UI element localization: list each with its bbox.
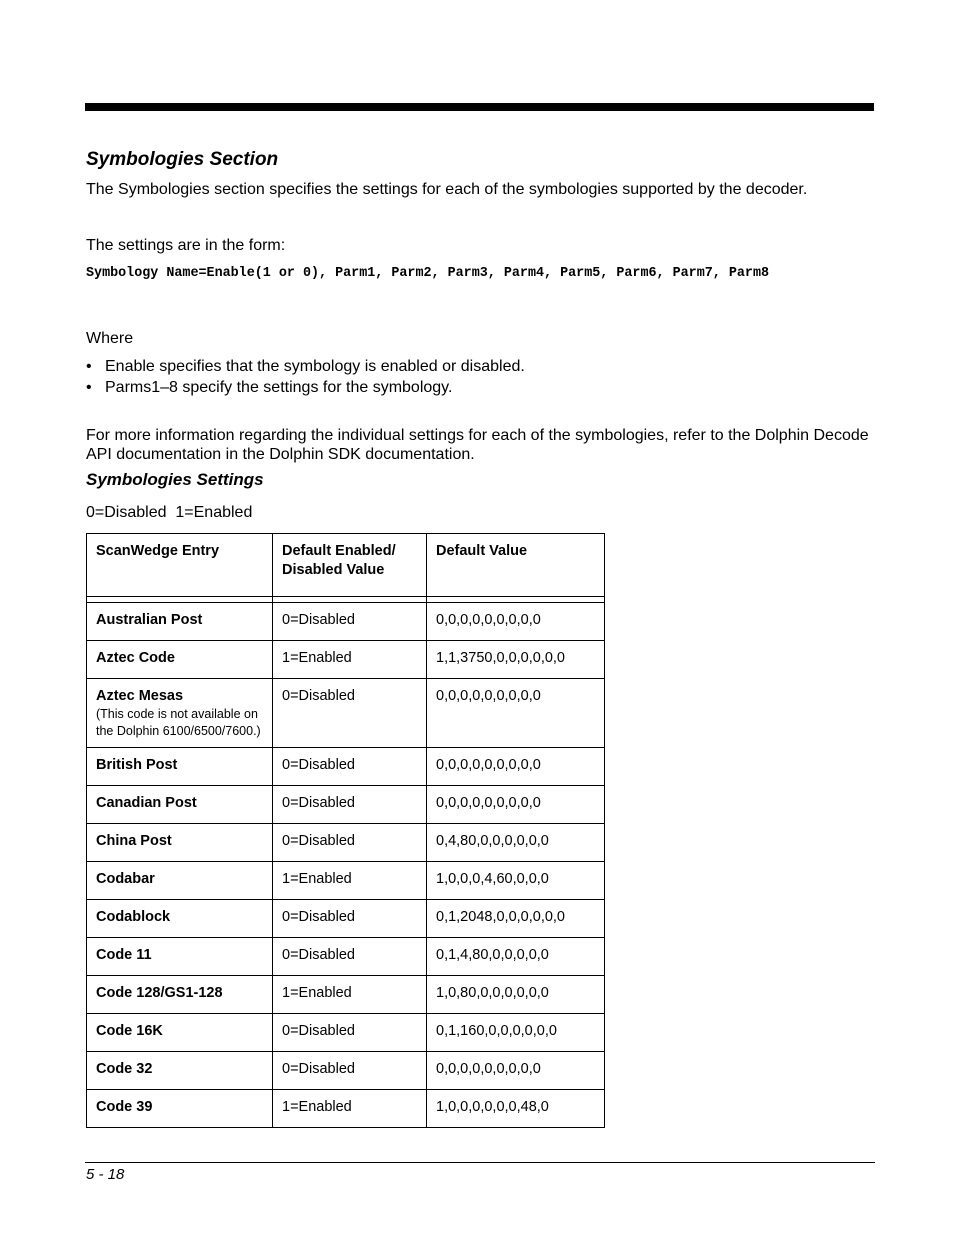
table-body — [87, 597, 605, 1128]
settings-subtitle: Symbologies Settings — [86, 470, 264, 489]
cell-entry — [87, 1090, 273, 1128]
table-row — [87, 748, 605, 786]
column-header-enabled: Default Enabled/ Disabled Value — [273, 534, 427, 597]
where-label: Where — [86, 330, 134, 347]
intro-paragraph: The Symbologies section specifies the settings for each of the symbologies supported by the decoder. — [86, 181, 808, 198]
form-intro: The settings are in the form: — [86, 237, 286, 254]
entry-name: Code 11 — [96, 947, 152, 963]
entry-name: China Post — [96, 833, 172, 849]
entry-name: Canadian Post — [96, 795, 197, 811]
cell-enabled: 0=Disabled — [273, 1014, 427, 1052]
cell-entry — [87, 900, 273, 938]
cell-entry — [87, 748, 273, 786]
cell-enabled: 0=Disabled — [273, 786, 427, 824]
table-row — [87, 824, 605, 862]
header-rule — [85, 103, 874, 111]
cell-entry — [87, 938, 273, 976]
cell-entry — [87, 1052, 273, 1090]
syntax-code-line: Symbology Name=Enable(1 or 0), Parm1, Parm2, Parm3, Parm4, Parm5, Parm6, Parm7, Parm8 — [86, 266, 770, 281]
cell-enabled: 0=Disabled — [273, 900, 427, 938]
footer-rule — [85, 1162, 875, 1163]
entry-note: (This code is not available on the Dolphin 6100/6500/7600.) — [96, 707, 261, 738]
cell-entry — [87, 603, 273, 641]
cell-value: 0,0,0,0,0,0,0,0,0 — [427, 1052, 605, 1090]
cell-value: 1,0,0,0,0,0,0,48,0 — [427, 1090, 605, 1128]
cell-entry — [87, 862, 273, 900]
cell-enabled: 1=Enabled — [273, 976, 427, 1014]
column-header-entry: ScanWedge Entry — [87, 534, 273, 597]
cell-entry — [87, 976, 273, 1014]
table-row — [87, 786, 605, 824]
entry-name: Codablock — [96, 909, 171, 925]
cell-enabled: 0=Disabled — [273, 824, 427, 862]
cell-value: 0,0,0,0,0,0,0,0,0 — [427, 748, 605, 786]
more-info-paragraph: For more information regarding the individual settings for each of the symbologies, refer to the Dolphin Decode API documentation in the Dolphin SDK documentation. — [86, 427, 869, 463]
cell-value: 0,0,0,0,0,0,0,0,0 — [427, 603, 605, 641]
cell-enabled: 0=Disabled — [273, 1052, 427, 1090]
entry-name: Aztec Code — [96, 650, 175, 666]
cell-entry — [87, 641, 273, 679]
cell-entry — [87, 1014, 273, 1052]
table-row — [87, 1090, 605, 1128]
page-number: 5 - 18 — [86, 1166, 125, 1183]
entry-name: Code 128/GS1-128 — [96, 985, 223, 1001]
table-header-row — [87, 534, 605, 597]
table-row — [87, 862, 605, 900]
cell-entry — [87, 679, 273, 748]
entry-name: Code 39 — [96, 1099, 153, 1115]
list-item — [86, 356, 525, 377]
cell-enabled: 1=Enabled — [273, 862, 427, 900]
table-row — [87, 641, 605, 679]
section-title: Symbologies Section — [86, 149, 279, 170]
entry-name: British Post — [96, 757, 178, 773]
table-row — [87, 938, 605, 976]
parameter-list — [86, 356, 525, 398]
legend-text: 0=Disabled 1=Enabled — [86, 504, 253, 521]
cell-value: 1,0,80,0,0,0,0,0,0 — [427, 976, 605, 1014]
entry-name: Code 32 — [96, 1061, 153, 1077]
list-item-text: Enable specifies that the symbology is enabled or disabled. — [105, 358, 525, 375]
table-row — [87, 976, 605, 1014]
cell-enabled: 0=Disabled — [273, 938, 427, 976]
cell-value: 0,1,4,80,0,0,0,0,0 — [427, 938, 605, 976]
cell-value: 0,4,80,0,0,0,0,0,0 — [427, 824, 605, 862]
entry-name: Codabar — [96, 871, 155, 887]
cell-value: 1,0,0,0,4,60,0,0,0 — [427, 862, 605, 900]
cell-value: 1,1,3750,0,0,0,0,0,0 — [427, 641, 605, 679]
list-item — [86, 377, 525, 398]
cell-enabled: 1=Enabled — [273, 1090, 427, 1128]
cell-value: 0,1,2048,0,0,0,0,0,0 — [427, 900, 605, 938]
bullet-icon: • — [86, 358, 92, 375]
cell-entry — [87, 824, 273, 862]
entry-name: Code 16K — [96, 1023, 163, 1039]
cell-entry — [87, 786, 273, 824]
entry-name: Australian Post — [96, 612, 203, 628]
cell-value: 0,0,0,0,0,0,0,0,0 — [427, 679, 605, 748]
cell-enabled: 0=Disabled — [273, 748, 427, 786]
table-row — [87, 1052, 605, 1090]
table-row — [87, 603, 605, 641]
cell-enabled: 0=Disabled — [273, 679, 427, 748]
entry-name: Aztec Mesas — [96, 688, 184, 704]
bullet-icon: • — [86, 379, 92, 396]
list-item-text: Parms1–8 specify the settings for the symbology. — [105, 379, 453, 396]
cell-enabled: 0=Disabled — [273, 603, 427, 641]
table-row — [87, 900, 605, 938]
table-row — [87, 1014, 605, 1052]
column-header-value: Default Value — [427, 534, 605, 597]
cell-value: 0,0,0,0,0,0,0,0,0 — [427, 786, 605, 824]
cell-value: 0,1,160,0,0,0,0,0,0 — [427, 1014, 605, 1052]
symbologies-table — [86, 533, 605, 1128]
table-row — [87, 679, 605, 748]
cell-enabled: 1=Enabled — [273, 641, 427, 679]
